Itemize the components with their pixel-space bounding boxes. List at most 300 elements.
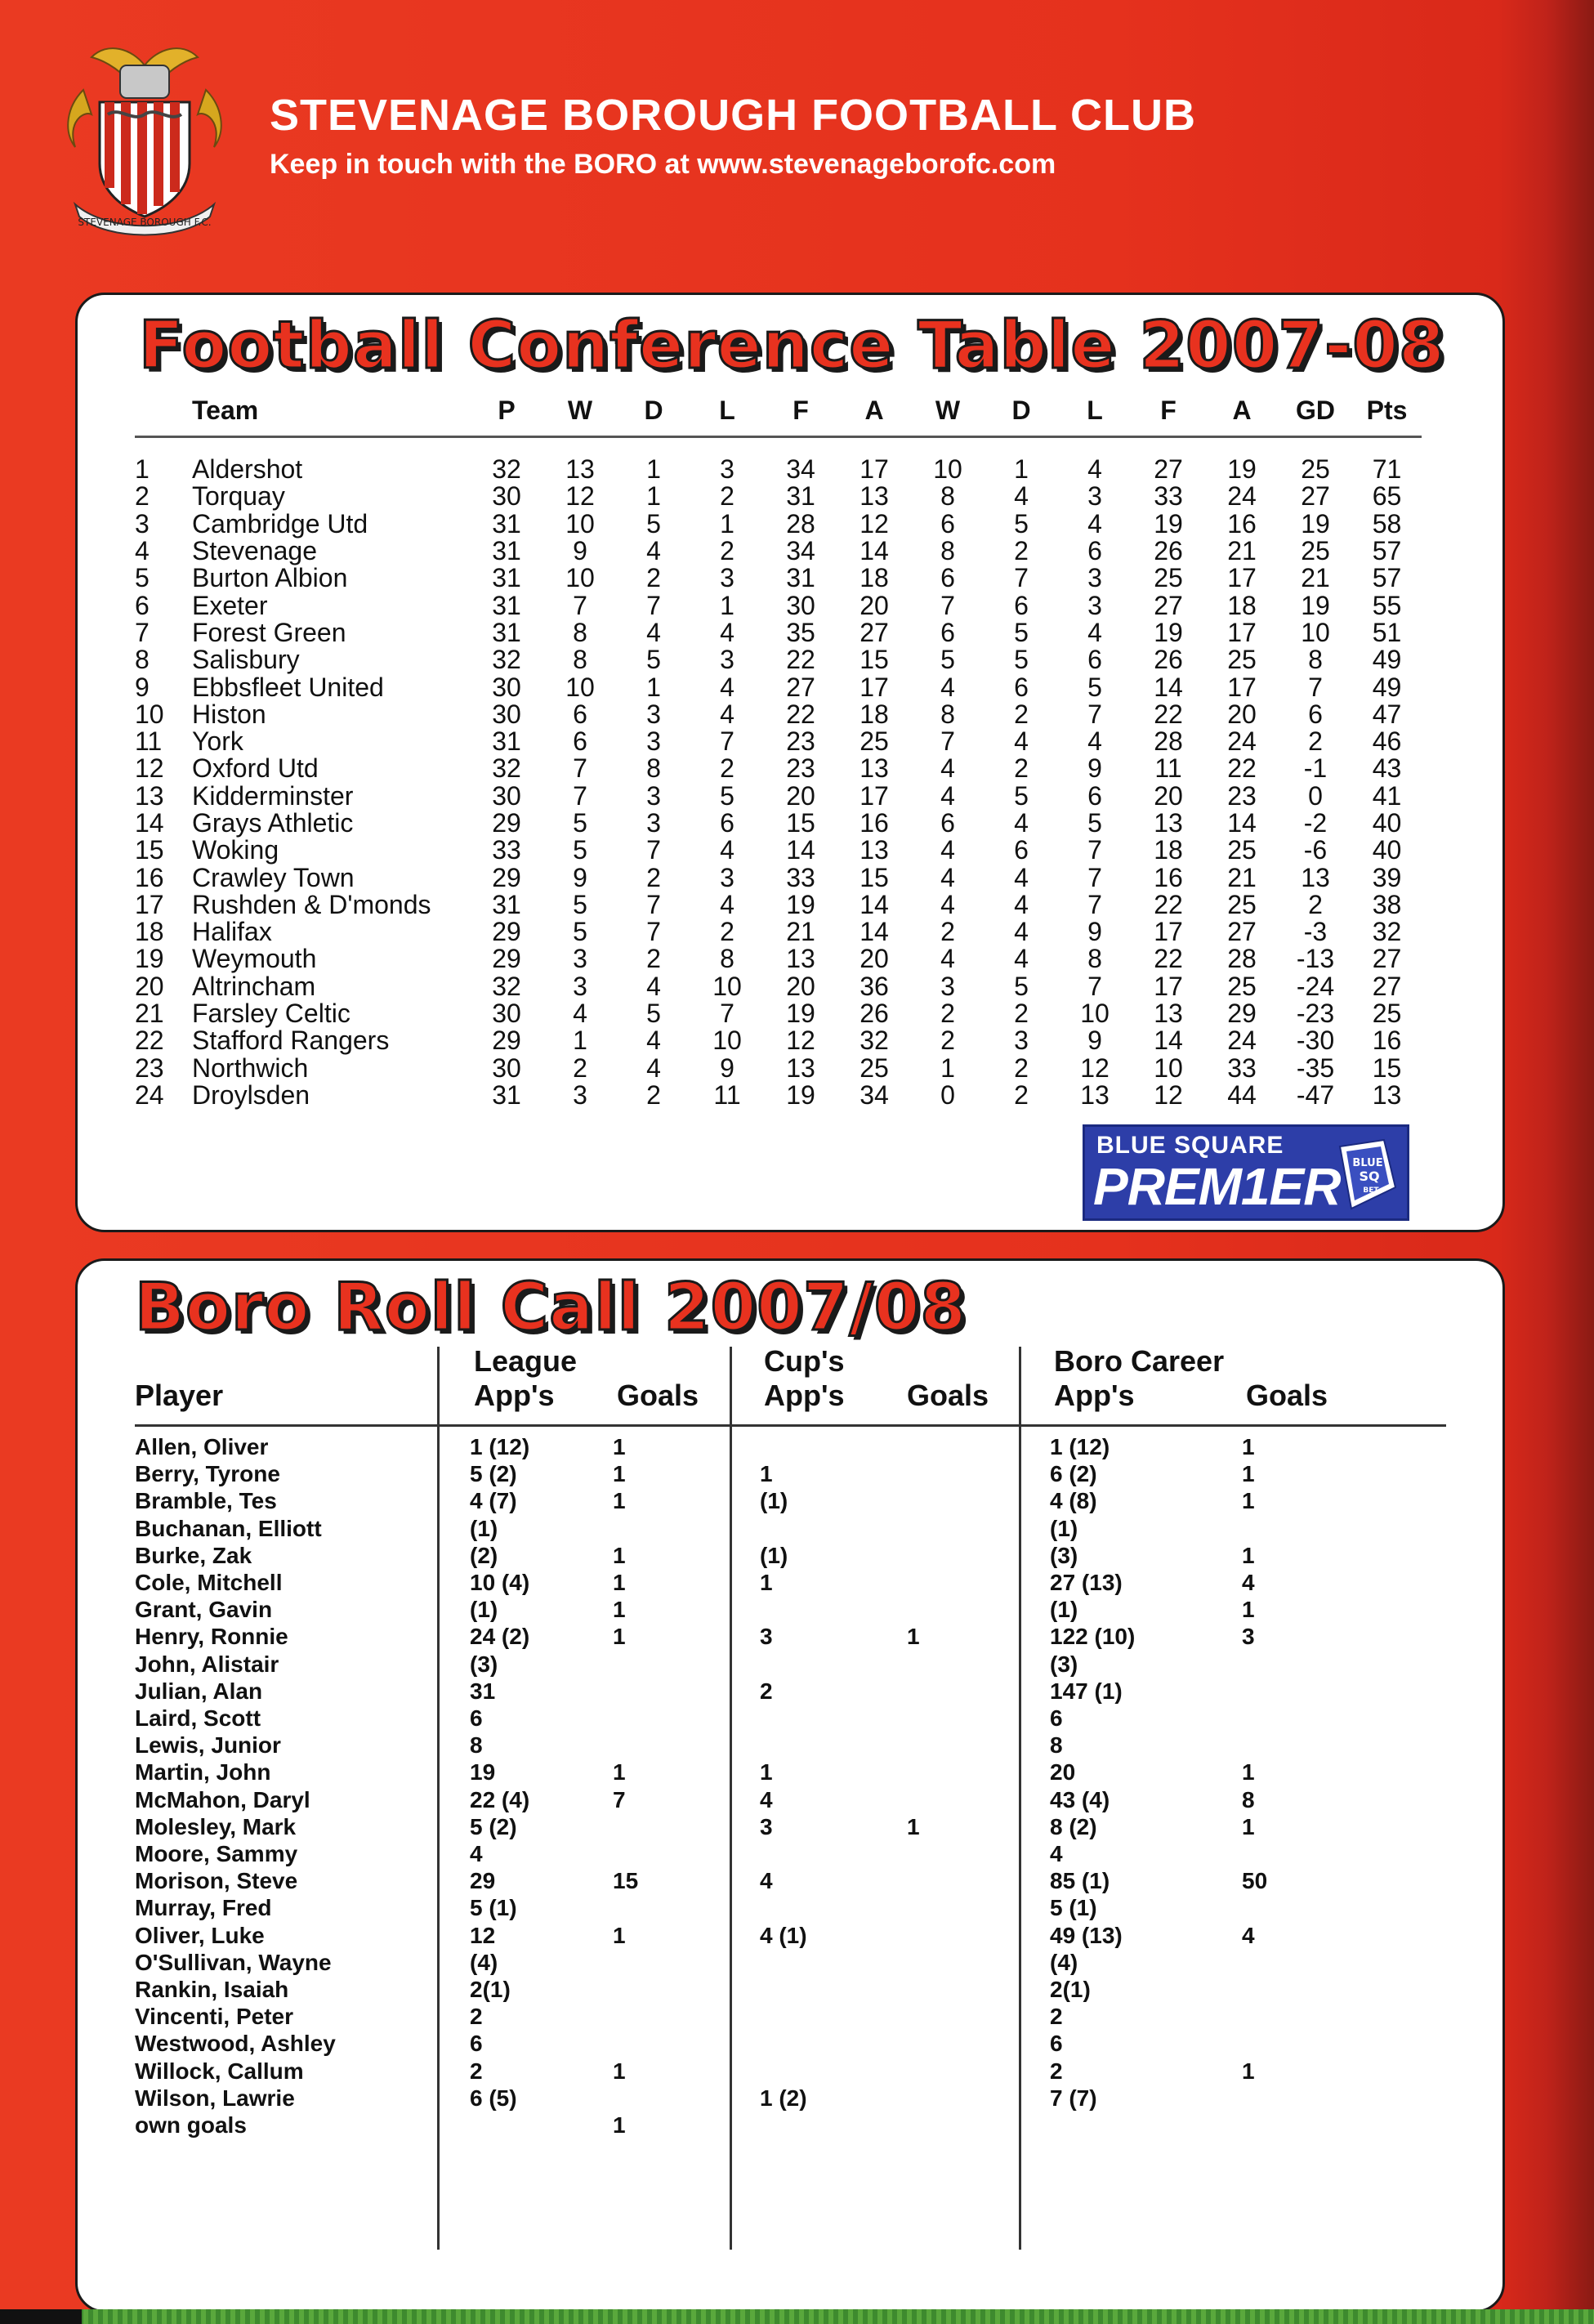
league-row (135, 783, 1422, 810)
player-name: Molesley, Mark (135, 1813, 297, 1839)
stat-cell: 2 (1308, 889, 1323, 919)
position-cell: 4 (135, 536, 150, 566)
stat-cell: 22 (1154, 699, 1183, 729)
stat-cell: 8 (573, 617, 587, 647)
stat-cell: 1 (646, 454, 661, 485)
stat-cell: 1 (646, 481, 661, 512)
stat-cell: 23 (1227, 780, 1257, 811)
stat-cell: 5 (1014, 508, 1029, 539)
team-name: Altrincham (192, 971, 316, 1001)
stat-cell: 29 (1227, 999, 1257, 1029)
league-row (135, 673, 1422, 700)
stat-cell: 17 (1227, 617, 1257, 647)
stat-cell: 25 (860, 1053, 889, 1083)
stat-cell: 18 (1227, 590, 1257, 620)
league-row (135, 918, 1422, 945)
stat-cell: 10 (565, 563, 595, 593)
league-apps: 2(1) (470, 1977, 511, 2002)
stat-cell: 19 (1154, 617, 1183, 647)
stat-cell: 7 (940, 726, 955, 757)
career-goals: 1 (1242, 1434, 1255, 1459)
col-away-for: F (1132, 385, 1205, 437)
position-cell: 1 (135, 454, 150, 485)
league-goals: 1 (613, 1597, 626, 1623)
stat-cell: 31 (492, 617, 521, 647)
stat-cell: 51 (1372, 617, 1402, 647)
career-group-header: Boro Career (1054, 1344, 1225, 1378)
stat-cell: 29 (492, 944, 521, 974)
cups-goals: 1 (907, 1624, 920, 1650)
stat-cell: 5 (1014, 617, 1029, 647)
roll-row (78, 1841, 1467, 1868)
stat-cell: 4 (646, 1026, 661, 1056)
stat-cell: 7 (573, 590, 587, 620)
roll-row (78, 1678, 1467, 1705)
team-name: Halifax (192, 917, 272, 947)
position-cell: 22 (135, 1026, 164, 1056)
team-name: Ebbsfleet United (192, 672, 384, 702)
roll-row (78, 2085, 1467, 2112)
stat-cell: 38 (1372, 889, 1402, 919)
league-apps: 4 (7) (470, 1488, 517, 1514)
position-cell: 16 (135, 862, 164, 892)
career-apps: 1 (12) (1050, 1434, 1110, 1459)
league-goals: 1 (613, 1488, 626, 1514)
stat-cell: -6 (1303, 835, 1328, 865)
stat-cell: 3 (573, 971, 587, 1001)
stat-cell: 31 (492, 563, 521, 593)
player-name: Martin, John (135, 1759, 271, 1785)
roll-row (78, 2004, 1467, 2031)
stat-cell: 2 (1308, 726, 1323, 757)
league-row (135, 483, 1422, 510)
position-cell: 24 (135, 1079, 164, 1110)
stat-cell: 4 (1087, 454, 1102, 485)
stat-cell: 27 (1154, 590, 1183, 620)
col-played: P (470, 385, 543, 437)
league-goals: 1 (613, 2058, 626, 2084)
player-name: Rankin, Isaiah (135, 1977, 289, 2002)
league-apps: 5 (2) (470, 1461, 517, 1487)
cups-apps: 1 (760, 1759, 773, 1785)
career-apps: (1) (1050, 1515, 1078, 1541)
league-row (135, 1027, 1422, 1054)
stat-cell: 1 (720, 508, 734, 539)
position-cell: 19 (135, 944, 164, 974)
cups-goals-header: Goals (907, 1379, 989, 1412)
career-goals: 1 (1242, 2058, 1255, 2084)
stat-cell: 4 (720, 889, 734, 919)
player-name: Burke, Zak (135, 1542, 252, 1568)
stat-cell: 49 (1372, 645, 1402, 675)
league-goals: 1 (613, 1434, 626, 1459)
stat-cell: 33 (786, 862, 815, 892)
stat-cell: 4 (720, 617, 734, 647)
stat-cell: 9 (1087, 917, 1102, 947)
stat-cell: 4 (646, 971, 661, 1001)
stat-cell: 47 (1372, 699, 1402, 729)
roll-row (78, 1923, 1467, 1950)
career-apps: 2 (1050, 2004, 1063, 2030)
stat-cell: 31 (492, 590, 521, 620)
position-cell: 2 (135, 481, 150, 512)
stat-cell: 30 (492, 672, 521, 702)
stat-cell: 17 (860, 780, 889, 811)
stat-cell: 3 (720, 454, 734, 485)
stat-cell: 31 (492, 508, 521, 539)
career-goals-header: Goals (1246, 1379, 1328, 1412)
stat-cell: 7 (646, 889, 661, 919)
roll-row (78, 1977, 1467, 2004)
stat-cell: 2 (720, 753, 734, 784)
cups-apps: (1) (760, 1488, 788, 1514)
stat-cell: 34 (786, 454, 815, 485)
stat-cell: 5 (573, 835, 587, 865)
career-apps: 85 (1) (1050, 1868, 1110, 1894)
stat-cell: 4 (646, 617, 661, 647)
badge-text-3: BET (1363, 1187, 1379, 1195)
stat-cell: 4 (1014, 944, 1029, 974)
position-cell: 14 (135, 808, 164, 838)
league-row (135, 437, 1422, 484)
stat-cell: -47 (1296, 1079, 1335, 1110)
stat-cell: 5 (573, 917, 587, 947)
stat-cell: 16 (1372, 1026, 1402, 1056)
stat-cell: 21 (1301, 563, 1330, 593)
team-name: Torquay (192, 481, 285, 512)
stat-cell: 2 (646, 563, 661, 593)
stat-cell: 6 (1308, 699, 1323, 729)
league-row (135, 646, 1422, 673)
league-row (135, 511, 1422, 538)
stat-cell: 31 (492, 889, 521, 919)
league-apps: 4 (470, 1841, 483, 1866)
player-name: Julian, Alan (135, 1678, 263, 1704)
stat-cell: 4 (720, 699, 734, 729)
stat-cell: 33 (492, 835, 521, 865)
career-apps: 49 (13) (1050, 1922, 1123, 1948)
league-apps: (2) (470, 1542, 498, 1568)
stat-cell: 7 (1014, 563, 1029, 593)
stat-cell: 12 (860, 508, 889, 539)
stat-cell: 30 (492, 999, 521, 1029)
league-row (135, 1055, 1422, 1082)
player-name: Cole, Mitchell (135, 1570, 283, 1595)
stat-cell: 34 (860, 1079, 889, 1110)
career-apps: 147 (1) (1050, 1678, 1123, 1704)
league-apps: 24 (2) (470, 1624, 530, 1650)
stat-cell: 16 (1227, 508, 1257, 539)
career-apps: 2 (1050, 2058, 1063, 2084)
league-row (135, 592, 1422, 619)
stat-cell: 20 (786, 971, 815, 1001)
stat-cell: -13 (1296, 944, 1335, 974)
stat-cell: 13 (786, 944, 815, 974)
stat-cell: 7 (646, 917, 661, 947)
stat-cell: 10 (565, 508, 595, 539)
stat-cell: 29 (492, 808, 521, 838)
stat-cell: 30 (786, 590, 815, 620)
career-apps: 43 (4) (1050, 1786, 1110, 1812)
league-header-row (135, 385, 1422, 437)
career-goals: 1 (1242, 1759, 1255, 1785)
stat-cell: 22 (1227, 753, 1257, 784)
roll-row (78, 1543, 1467, 1570)
stat-cell: -1 (1303, 753, 1328, 784)
stat-cell: 25 (1301, 536, 1330, 566)
stat-cell: 30 (492, 780, 521, 811)
stat-cell: 6 (573, 699, 587, 729)
stat-cell: 43 (1372, 753, 1402, 784)
league-apps: 19 (470, 1759, 496, 1785)
stat-cell: 17 (860, 454, 889, 485)
stat-cell: 7 (646, 835, 661, 865)
league-apps: 6 (470, 2031, 483, 2057)
stat-cell: 40 (1372, 835, 1402, 865)
team-name: Farsley Celtic (192, 999, 351, 1029)
position-cell: 13 (135, 780, 164, 811)
stat-cell: 35 (786, 617, 815, 647)
stat-cell: 17 (1154, 971, 1183, 1001)
team-name: Aldershot (192, 454, 303, 485)
stat-cell: 14 (860, 917, 889, 947)
league-apps: (3) (470, 1651, 498, 1677)
team-name: Grays Athletic (192, 808, 354, 838)
cups-apps: 4 (1) (760, 1922, 807, 1948)
position-cell: 23 (135, 1053, 164, 1083)
team-name: Woking (192, 835, 279, 865)
grass-strip (0, 2309, 1594, 2324)
career-goals: 1 (1242, 1461, 1255, 1487)
stat-cell: 6 (940, 563, 955, 593)
team-name: Burton Albion (192, 563, 348, 593)
cups-apps: 3 (760, 1813, 773, 1839)
player-name: Laird, Scott (135, 1705, 261, 1731)
stat-cell: 31 (786, 481, 815, 512)
stat-cell: 5 (646, 999, 661, 1029)
stat-cell: 26 (1154, 536, 1183, 566)
roll-row (78, 1488, 1467, 1515)
career-goals: 1 (1242, 1488, 1255, 1514)
stat-cell: 25 (1372, 999, 1402, 1029)
stat-cell: 17 (1154, 917, 1183, 947)
stat-cell: 13 (1154, 808, 1183, 838)
stat-cell: 34 (786, 536, 815, 566)
stat-cell: 3 (646, 726, 661, 757)
col-home-won: W (543, 385, 617, 437)
roll-row (78, 1814, 1467, 1841)
stat-cell: 3 (720, 862, 734, 892)
stat-cell: 13 (1372, 1079, 1402, 1110)
stat-cell: 8 (720, 944, 734, 974)
stat-cell: 27 (1154, 454, 1183, 485)
stat-cell: 4 (940, 672, 955, 702)
stat-cell: 2 (720, 481, 734, 512)
sponsor-line1: BLUE SQUARE (1096, 1132, 1284, 1159)
stat-cell: 8 (1308, 645, 1323, 675)
league-apps: 2 (470, 2004, 483, 2030)
league-table-panel (75, 293, 1505, 1232)
stat-cell: 31 (492, 1079, 521, 1110)
stat-cell: 40 (1372, 808, 1402, 838)
league-table (135, 385, 1422, 1109)
player-name: Berry, Tyrone (135, 1461, 280, 1487)
cups-apps: 4 (760, 1868, 773, 1894)
roll-row (78, 1570, 1467, 1597)
stat-cell: 7 (1087, 971, 1102, 1001)
stat-cell: 0 (940, 1079, 955, 1110)
crest-motto: STEVENAGE BOROUGH F.C. (78, 217, 212, 228)
col-points: Pts (1352, 385, 1422, 437)
stat-cell: 21 (1227, 862, 1257, 892)
stat-cell: 20 (1154, 780, 1183, 811)
player-name: own goals (135, 2112, 247, 2138)
stat-cell: 9 (1087, 753, 1102, 784)
stat-cell: 7 (1308, 672, 1323, 702)
stat-cell: 7 (1087, 699, 1102, 729)
roll-row (78, 1651, 1467, 1678)
player-header: Player (135, 1379, 224, 1412)
career-apps-header: App's (1054, 1379, 1135, 1412)
stat-cell: 6 (1014, 672, 1029, 702)
stat-cell: 4 (940, 944, 955, 974)
stat-cell: 6 (1014, 590, 1029, 620)
league-apps: 2 (470, 2058, 483, 2084)
stat-cell: 4 (940, 753, 955, 784)
league-goals: 1 (613, 2112, 626, 2138)
stat-cell: 22 (786, 699, 815, 729)
stat-cell: 57 (1372, 563, 1402, 593)
stat-cell: 6 (940, 508, 955, 539)
stat-cell: 10 (1154, 1053, 1183, 1083)
stat-cell: 46 (1372, 726, 1402, 757)
stat-cell: 6 (940, 617, 955, 647)
stat-cell: 5 (1087, 808, 1102, 838)
stat-cell: 12 (1080, 1053, 1110, 1083)
col-home-lost: L (690, 385, 764, 437)
career-goals: 50 (1242, 1868, 1268, 1894)
badge-text-2: SQ (1359, 1169, 1380, 1184)
team-name: Kidderminster (192, 780, 354, 811)
stat-cell: 13 (1154, 999, 1183, 1029)
career-apps: 6 (1050, 2031, 1063, 2057)
player-name: Westwood, Ashley (135, 2031, 336, 2057)
stat-cell: 32 (860, 1026, 889, 1056)
league-goals: 1 (613, 1461, 626, 1487)
stat-cell: 25 (1154, 563, 1183, 593)
stat-cell: 14 (1154, 672, 1183, 702)
team-name: Histon (192, 699, 266, 729)
cups-apps: 2 (760, 1678, 773, 1704)
stat-cell: 17 (1227, 563, 1257, 593)
career-goals: 3 (1242, 1624, 1255, 1650)
stat-cell: 4 (720, 672, 734, 702)
team-name: Forest Green (192, 617, 346, 647)
stat-cell: 5 (720, 780, 734, 811)
career-apps: 122 (10) (1050, 1624, 1136, 1650)
stat-cell: 6 (1087, 645, 1102, 675)
stat-cell: 15 (860, 645, 889, 675)
stat-cell: 9 (573, 862, 587, 892)
league-row (135, 538, 1422, 565)
stat-cell: 6 (720, 808, 734, 838)
col-home-against: A (837, 385, 911, 437)
stat-cell: 32 (492, 753, 521, 784)
player-name: O'Sullivan, Wayne (135, 1949, 332, 1975)
stat-cell: 6 (1087, 536, 1102, 566)
stat-cell: 17 (1227, 672, 1257, 702)
league-apps: 5 (1) (470, 1895, 517, 1921)
stat-cell: 24 (1227, 481, 1257, 512)
stat-cell: 5 (940, 645, 955, 675)
stat-cell: 33 (1227, 1053, 1257, 1083)
position-cell: 8 (135, 645, 150, 675)
stat-cell: 19 (1227, 454, 1257, 485)
stat-cell: 32 (1372, 917, 1402, 947)
stat-cell: 25 (1227, 971, 1257, 1001)
stat-cell: 2 (1014, 1079, 1029, 1110)
career-goals: 4 (1242, 1570, 1255, 1595)
stat-cell: 20 (860, 944, 889, 974)
league-group-header: League (474, 1344, 578, 1378)
team-name: York (192, 726, 243, 757)
career-apps: (1) (1050, 1597, 1078, 1623)
stat-cell: 41 (1372, 780, 1402, 811)
stat-cell: 15 (1372, 1053, 1402, 1083)
stat-cell: 4 (1014, 726, 1029, 757)
club-crest-icon (59, 33, 230, 237)
career-apps: 4 (1050, 1841, 1063, 1866)
roll-row (78, 1597, 1467, 1624)
stat-cell: 21 (786, 917, 815, 947)
stat-cell: 20 (860, 590, 889, 620)
stat-cell: 1 (646, 672, 661, 702)
league-row (135, 728, 1422, 755)
stat-cell: 30 (492, 481, 521, 512)
team-name: Exeter (192, 590, 268, 620)
stat-cell: 4 (1014, 481, 1029, 512)
league-row (135, 837, 1422, 864)
stat-cell: 14 (1227, 808, 1257, 838)
stat-cell: 7 (1087, 835, 1102, 865)
league-apps: 8 (470, 1732, 483, 1759)
player-name: Grant, Gavin (135, 1597, 273, 1623)
stat-cell: 3 (573, 1079, 587, 1110)
league-apps: 1 (12) (470, 1434, 530, 1459)
stat-cell: 14 (860, 889, 889, 919)
stat-cell: 7 (646, 590, 661, 620)
stat-cell: 2 (646, 1079, 661, 1110)
career-apps: (4) (1050, 1949, 1078, 1975)
stat-cell: 20 (786, 780, 815, 811)
league-row (135, 1000, 1422, 1027)
stat-cell: 7 (573, 780, 587, 811)
player-name: Henry, Ronnie (135, 1624, 288, 1650)
stat-cell: 49 (1372, 672, 1402, 702)
stat-cell: 12 (565, 481, 595, 512)
stat-cell: 13 (565, 454, 595, 485)
career-goals: 1 (1242, 1813, 1255, 1839)
career-apps: 8 (2) (1050, 1813, 1097, 1839)
stat-cell: 4 (1014, 808, 1029, 838)
stat-cell: 2 (1014, 699, 1029, 729)
stat-cell: 2 (940, 917, 955, 947)
stat-cell: 15 (786, 808, 815, 838)
roll-row (78, 1868, 1467, 1895)
player-name: Bramble, Tes (135, 1488, 277, 1514)
player-name: Wilson, Lawrie (135, 2085, 295, 2111)
stat-cell: 4 (646, 536, 661, 566)
